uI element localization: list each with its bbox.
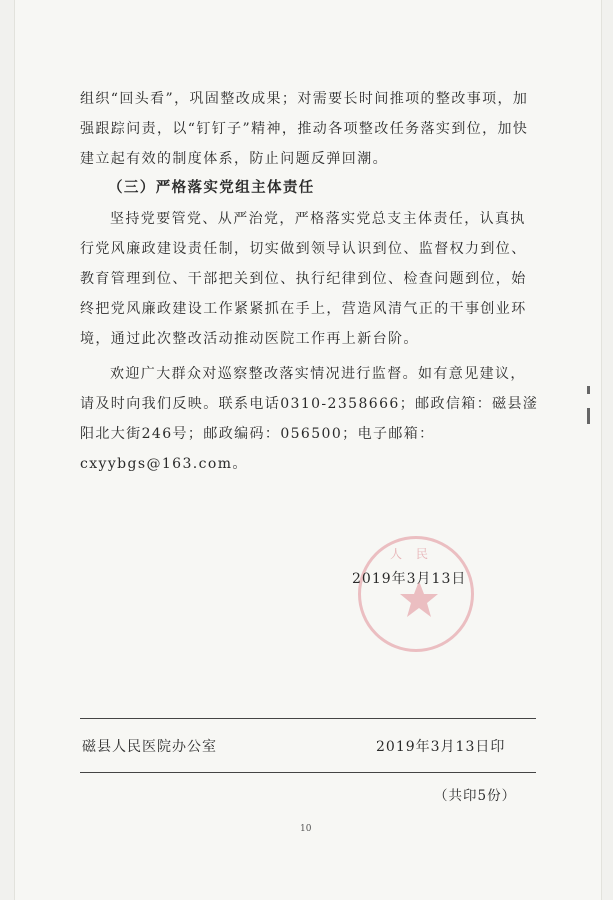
print-copies: （共印5份） bbox=[434, 788, 517, 804]
footer-bottom-rule bbox=[80, 772, 536, 773]
footer-print-date: 2019年3月13日印 bbox=[376, 739, 506, 755]
paragraph-rectification-followup: 组织“回头看”，巩固整改成果；对需要长时间推项的整改事项，加强跟踪问责，以“钉钉子”精神，推动各项整改任务落实到位，加快建立起有效的制度体系，防止问题反弹回潮。 bbox=[80, 91, 529, 167]
paragraph-public-supervision: 欢迎广大群众对巡察整改落实情况进行监督。如有意见建议，请及时向我们反映。联系电话0310-2358666；邮政信箱：磁县滏阳北大街246号；邮政编码：056500；电子邮箱：cxyybgs@163.com。 bbox=[80, 366, 539, 472]
page-number: 10 bbox=[300, 824, 312, 834]
margin-mark bbox=[587, 386, 590, 394]
official-seal bbox=[358, 536, 474, 652]
footer-top-rule bbox=[80, 718, 536, 719]
margin-mark bbox=[587, 408, 590, 424]
section-heading: （三）严格落实党组主体责任 bbox=[108, 179, 315, 196]
paragraph-party-responsibility: 坚持党要管党、从严治党，严格落实党总支主体责任，认真执行党风廉政建设责任制，切实做到领导认识到位、监督权力到位、教育管理到位、干部把关到位、执行纪律到位、检查问题到位，始终把党风廉政建设工作紧紧抓在手上，营造风清气正的干事创业环境，通过此次整改活动推动医院工作再上新台阶。 bbox=[80, 211, 527, 347]
footer-organization: 磁县人民医院办公室 bbox=[82, 739, 217, 755]
document-date: 2019年3月13日 bbox=[352, 571, 467, 587]
seal-text: 人民 bbox=[389, 547, 442, 561]
